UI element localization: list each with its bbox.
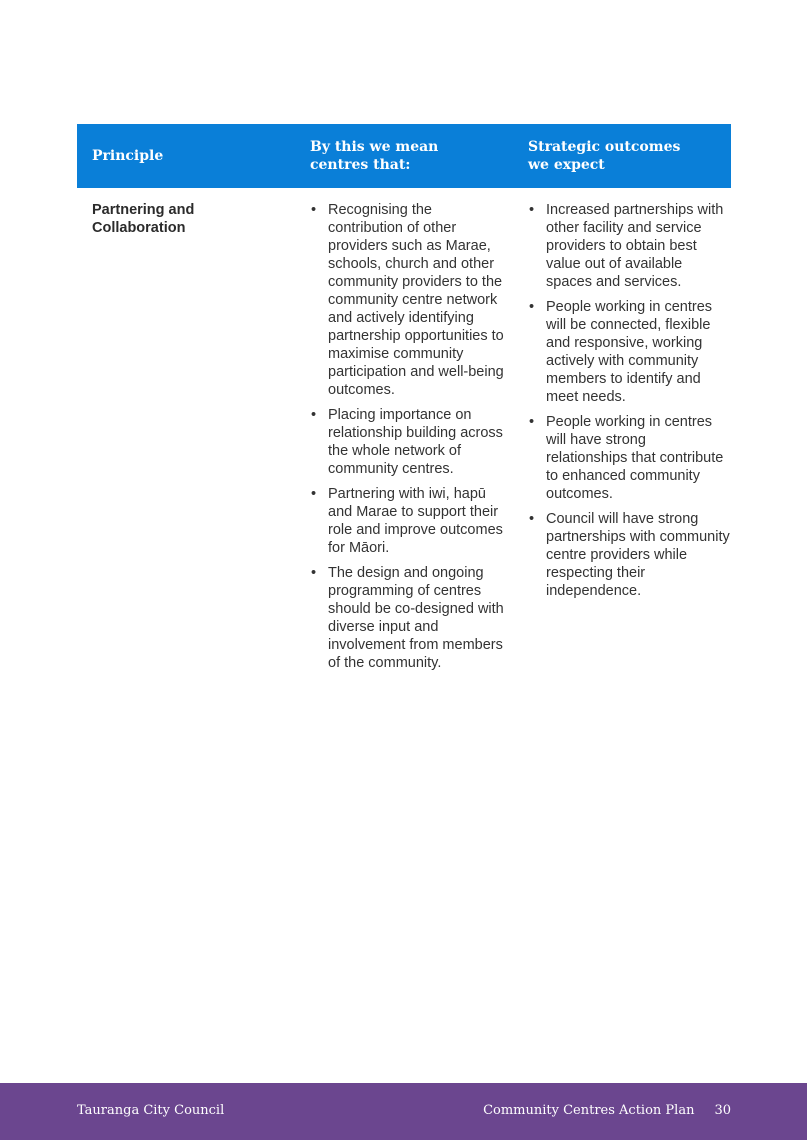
table-header bbox=[77, 124, 731, 188]
list-item: • Placing importance on relationship building across the whole network of community centres. bbox=[311, 407, 503, 477]
bullet-icon: • bbox=[311, 407, 317, 423]
page-footer bbox=[0, 1083, 807, 1140]
footer-document-title: Community Centres Action Plan bbox=[483, 1103, 695, 1118]
outcomes-cell bbox=[513, 201, 731, 679]
header-meaning: By this we mean centres that: bbox=[310, 139, 439, 173]
bullet-icon: • bbox=[529, 299, 535, 315]
page-number: 30 bbox=[714, 1103, 731, 1118]
header-outcomes: Strategic outcomes we expect bbox=[528, 139, 681, 173]
footer-right-group bbox=[483, 1103, 731, 1118]
list-item: • The design and ongoing programming of centres should be co-designed with diverse input and involvement from members of the community. bbox=[311, 565, 504, 671]
header-principle: Principle bbox=[92, 148, 164, 164]
meaning-cell bbox=[295, 201, 513, 679]
principles-table bbox=[77, 124, 731, 679]
bullet-icon: • bbox=[311, 486, 317, 502]
bullet-icon: • bbox=[529, 202, 535, 218]
list-item: • Council will have strong partnerships with community centre providers while respecting their independence. bbox=[529, 511, 730, 599]
list-item: • Increased partnerships with other facility and service providers to obtain best value out of available spaces and services. bbox=[529, 202, 724, 290]
list-item: • People working in centres will be connected, flexible and responsive, working actively with community members to identify and meet needs. bbox=[529, 299, 713, 405]
bullet-icon: • bbox=[311, 565, 317, 581]
list-item: • Partnering with iwi, hapū and Marae to support their role and improve outcomes for Māori. bbox=[311, 486, 503, 556]
list-item: • Recognising the contribution of other providers such as Marae, schools, church and other community providers to the community centre network and actively identifying partnership opportunities to maximise community participation and well-being outcomes. bbox=[311, 202, 504, 398]
table-row bbox=[77, 188, 731, 679]
bullet-icon: • bbox=[529, 414, 535, 430]
bullet-icon: • bbox=[311, 202, 317, 218]
footer-organisation: Tauranga City Council bbox=[77, 1103, 225, 1118]
list-item: • People working in centres will have strong relationships that contribute to enhanced community outcomes. bbox=[529, 414, 724, 502]
principle-cell: Partnering and Collaboration bbox=[92, 202, 195, 236]
bullet-icon: • bbox=[529, 511, 535, 527]
